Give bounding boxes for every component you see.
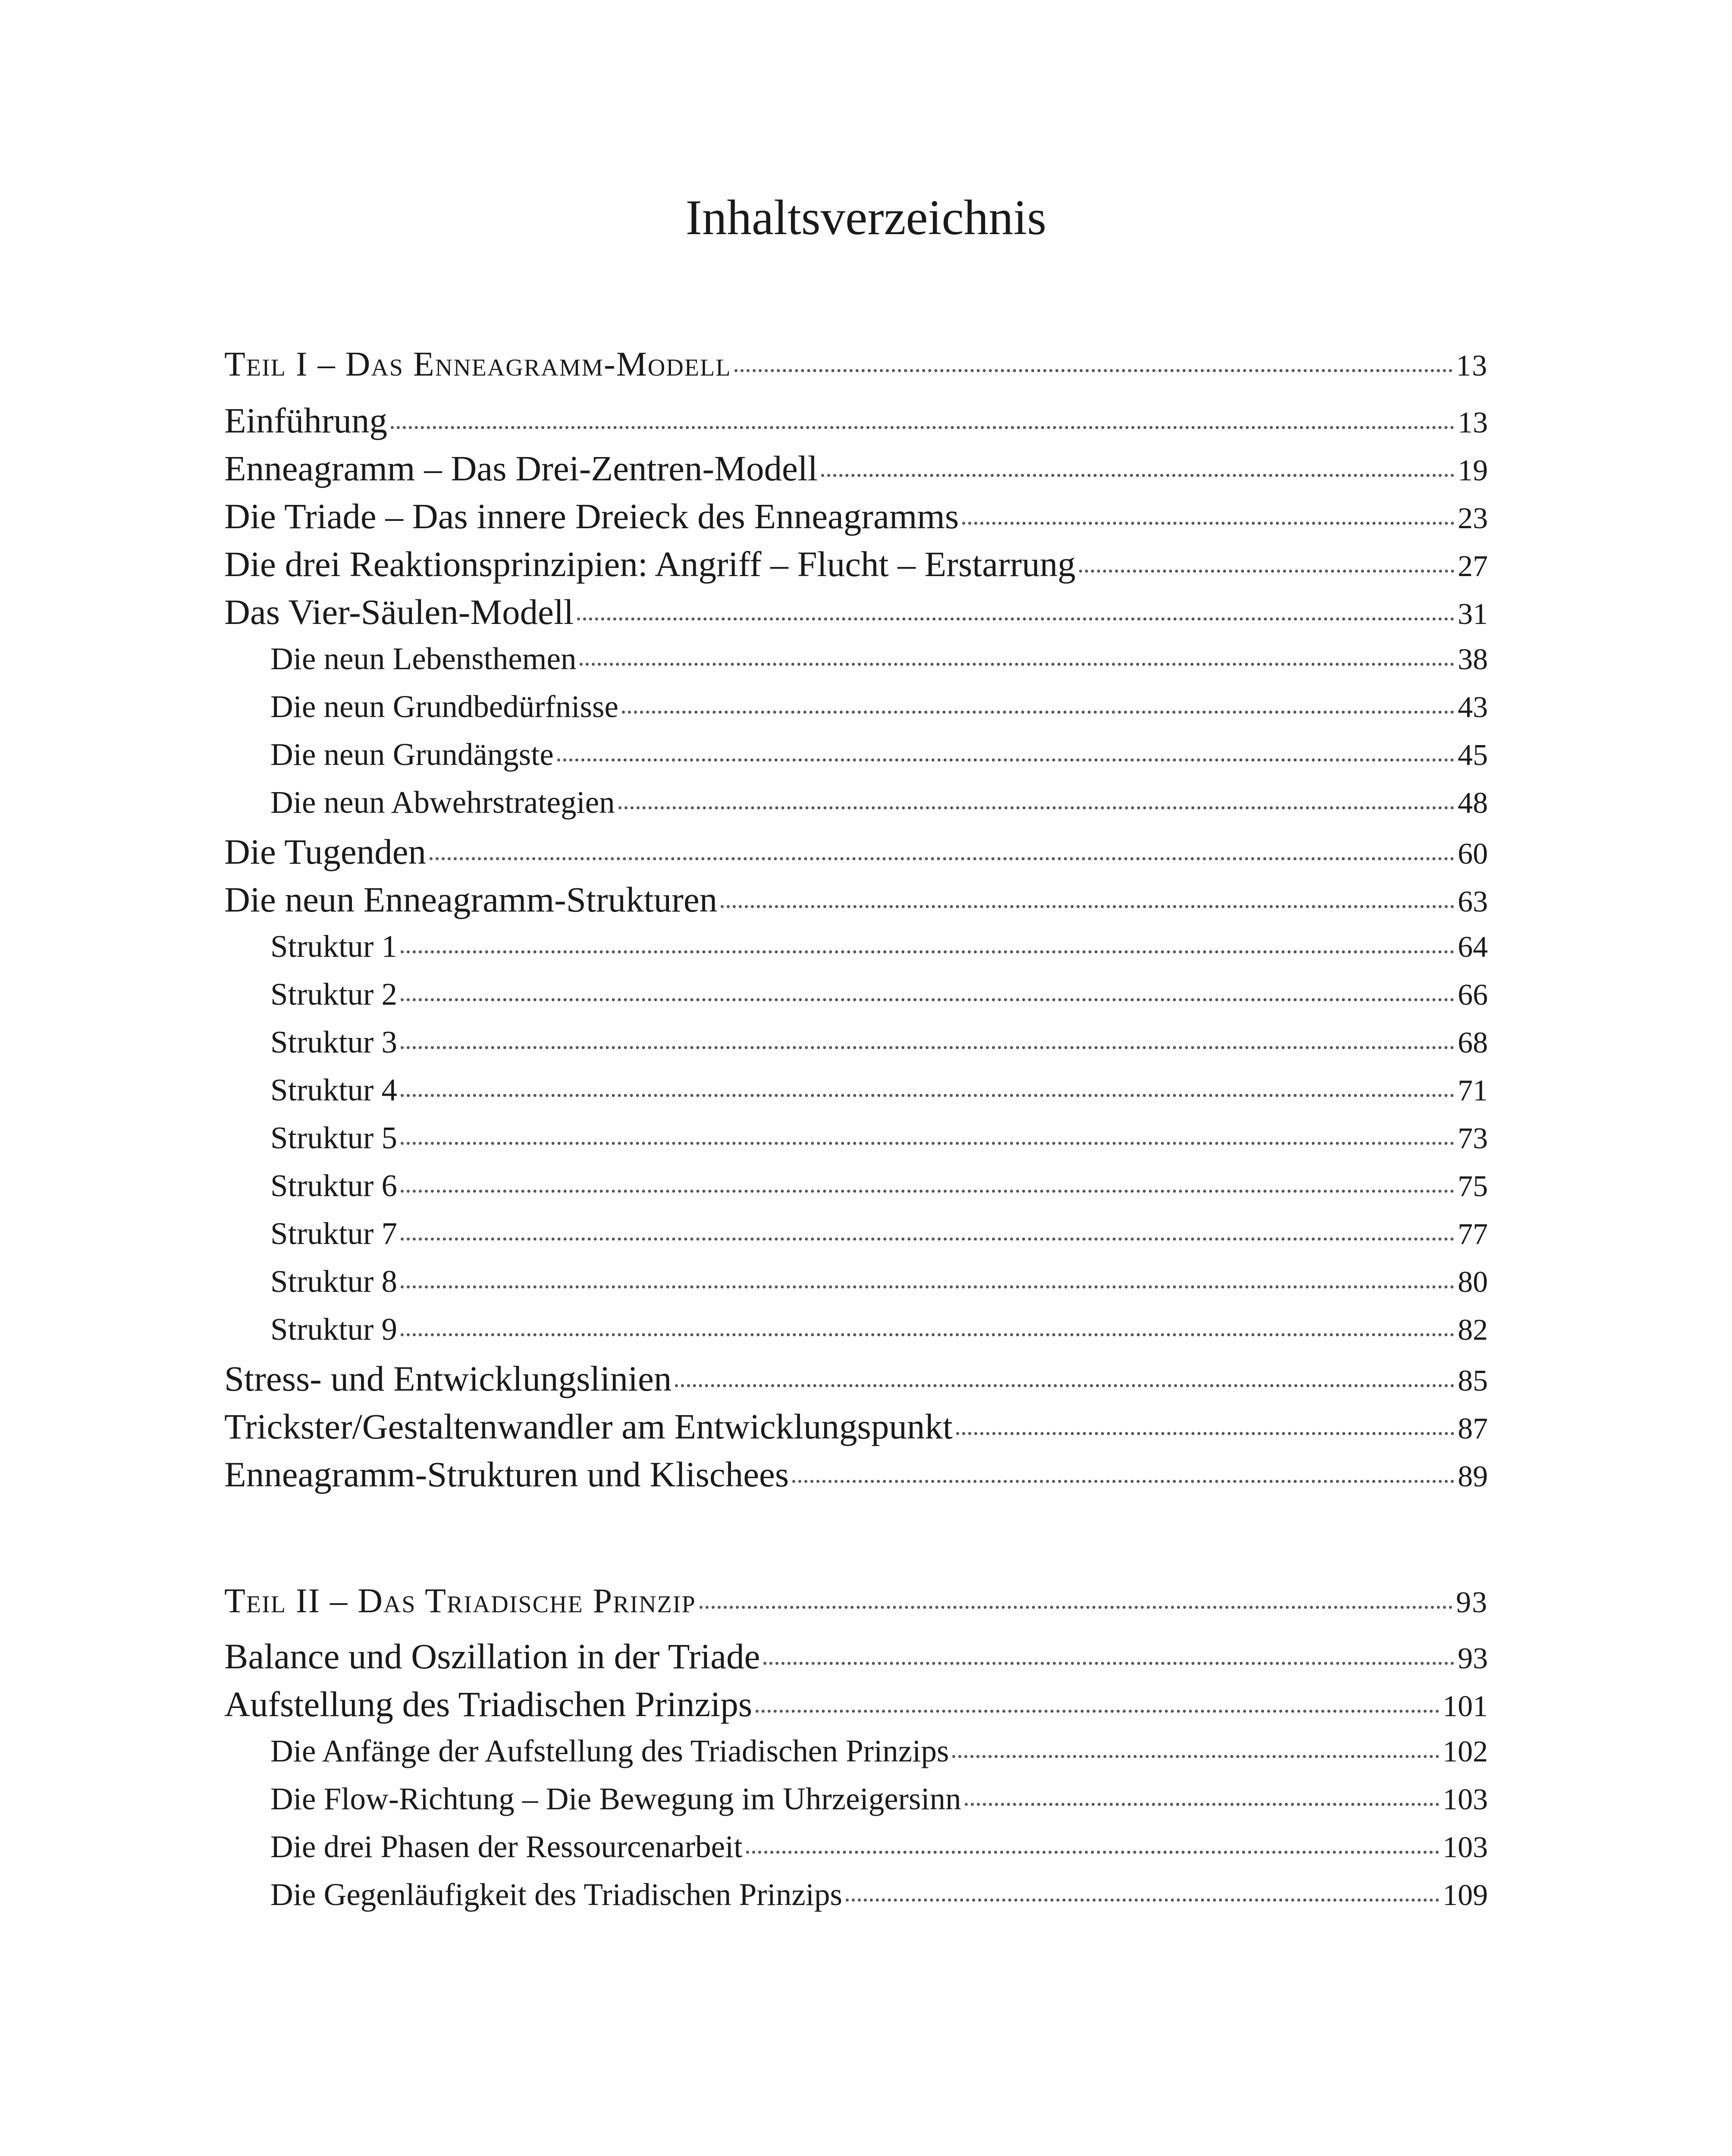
entry-title: Die Triade – Das innere Dreieck des Enneagramms — [224, 496, 959, 536]
dot-leader — [580, 663, 1454, 666]
dot-leader — [846, 1899, 1439, 1902]
entry-title: Die drei Reaktionsprinzipien: Angriff – Flucht – Erstarrung — [224, 544, 1076, 584]
dot-leader — [401, 1285, 1454, 1288]
page-number: 23 — [1458, 502, 1488, 535]
page-number: 80 — [1458, 1266, 1488, 1299]
dot-leader — [962, 522, 1454, 525]
dot-leader — [401, 1190, 1454, 1193]
page-number: 64 — [1458, 931, 1488, 964]
toc-subentry[interactable] — [224, 689, 1488, 725]
toc-entry[interactable] — [224, 1454, 1488, 1495]
page-number: 19 — [1458, 454, 1488, 487]
dot-leader — [821, 474, 1454, 477]
entry-title: Die neun Lebensthemen — [270, 641, 577, 676]
toc-subentry[interactable] — [224, 1072, 1488, 1108]
dot-leader — [401, 998, 1454, 1001]
toc-subentry[interactable] — [224, 641, 1488, 677]
dot-leader — [956, 1432, 1454, 1435]
toc-entry[interactable] — [224, 400, 1488, 441]
dot-leader — [700, 1606, 1453, 1609]
page-title: Inhaltsverzeichnis — [685, 190, 1047, 245]
dot-leader — [401, 1094, 1454, 1097]
dot-leader — [675, 1384, 1454, 1387]
toc-entry[interactable] — [224, 543, 1488, 585]
dot-leader — [734, 369, 1453, 372]
page-number: 66 — [1458, 978, 1488, 1012]
entry-title: Stress- und Entwicklungslinien — [224, 1359, 672, 1398]
page-number: 45 — [1458, 739, 1488, 772]
dot-leader — [622, 711, 1454, 714]
page-number: 71 — [1458, 1074, 1488, 1107]
entry-title: Struktur 4 — [270, 1072, 398, 1107]
toc-entry[interactable] — [224, 879, 1488, 920]
dot-leader — [763, 1662, 1454, 1665]
page-number: 87 — [1458, 1412, 1488, 1445]
page-number: 85 — [1458, 1364, 1488, 1398]
entry-title: Die neun Grundängste — [270, 737, 554, 772]
page-number: 103 — [1443, 1783, 1488, 1816]
entry-title: Struktur 2 — [270, 977, 398, 1012]
entry-title: Struktur 8 — [270, 1264, 398, 1299]
toc-entry[interactable] — [224, 831, 1488, 872]
dot-leader — [557, 758, 1454, 761]
toc-subentry[interactable] — [224, 1263, 1488, 1300]
part-title: Teil II – Das Triadische Prinzip — [224, 1582, 696, 1620]
entry-title: Die neun Grundbedürfnisse — [270, 689, 618, 724]
entry-title: Struktur 9 — [270, 1312, 398, 1347]
entry-title: Struktur 6 — [270, 1168, 398, 1203]
dot-leader — [401, 1333, 1454, 1336]
page-number: 63 — [1458, 885, 1488, 918]
entry-title: Aufstellung des Triadischen Prinzips — [224, 1684, 753, 1724]
toc-subentry[interactable] — [224, 1311, 1488, 1348]
page-number: 27 — [1458, 550, 1488, 583]
page-number: 38 — [1458, 643, 1488, 676]
toc-subentry[interactable] — [224, 1168, 1488, 1204]
page-number: 82 — [1458, 1313, 1488, 1347]
entry-title: Die Flow-Richtung – Die Bewegung im Uhrzeigersinn — [270, 1781, 961, 1816]
page-number: 109 — [1443, 1879, 1488, 1912]
page-number: 13 — [1456, 349, 1488, 382]
entry-title: Trickster/Gestaltenwandler am Entwicklungspunkt — [224, 1407, 953, 1446]
dot-leader — [721, 905, 1454, 908]
page-number: 93 — [1456, 1586, 1488, 1619]
dot-leader — [401, 1046, 1454, 1049]
part-heading-2[interactable] — [224, 1582, 1488, 1621]
dot-leader — [401, 950, 1454, 953]
toc-entry[interactable] — [224, 591, 1488, 633]
toc-subentry[interactable] — [224, 1733, 1488, 1769]
page-number: 13 — [1458, 406, 1488, 439]
page-number: 75 — [1458, 1170, 1488, 1203]
page-number: 101 — [1443, 1690, 1488, 1723]
dot-leader — [792, 1480, 1454, 1483]
page-number: 103 — [1443, 1831, 1488, 1864]
entry-title: Die Anfänge der Aufstellung des Triadischen Prinzips — [270, 1733, 949, 1768]
toc-subentry[interactable] — [224, 1877, 1488, 1913]
toc-entry[interactable] — [224, 1636, 1488, 1677]
toc-subentry[interactable] — [224, 1216, 1488, 1252]
toc-entry[interactable] — [224, 1406, 1488, 1447]
entry-title: Enneagramm-Strukturen und Klischees — [224, 1454, 789, 1494]
entry-title: Struktur 7 — [270, 1216, 398, 1251]
entry-title: Struktur 5 — [270, 1120, 398, 1155]
dot-leader — [952, 1755, 1439, 1758]
toc-subentry[interactable] — [224, 1829, 1488, 1865]
toc-subentry[interactable] — [224, 784, 1488, 821]
page-number: 60 — [1458, 837, 1488, 871]
page-number: 48 — [1458, 787, 1488, 820]
page-number: 89 — [1458, 1460, 1488, 1493]
entry-title: Die neun Enneagramm-Strukturen — [224, 880, 718, 919]
dot-leader — [618, 806, 1454, 809]
page-number: 102 — [1443, 1735, 1488, 1768]
part-title: Teil I – Das Enneagramm-Modell — [224, 345, 731, 383]
dot-leader — [391, 426, 1454, 429]
toc-subentry[interactable] — [224, 1781, 1488, 1817]
toc-subentry[interactable] — [224, 1120, 1488, 1156]
entry-title: Struktur 3 — [270, 1025, 398, 1059]
toc-subentry[interactable] — [224, 976, 1488, 1012]
dot-leader — [401, 1142, 1454, 1145]
entry-title: Die Tugenden — [224, 832, 427, 871]
entry-title: Einführung — [224, 401, 388, 440]
entry-title: Balance und Oszillation in der Triade — [224, 1636, 760, 1676]
toc-subentry[interactable] — [224, 1024, 1488, 1060]
page-number: 77 — [1458, 1218, 1488, 1251]
entry-title: Enneagramm – Das Drei-Zentren-Modell — [224, 448, 818, 488]
entry-title: Struktur 1 — [270, 929, 398, 964]
toc-subentry[interactable] — [224, 736, 1488, 773]
toc-entry[interactable] — [224, 495, 1488, 537]
dot-leader — [577, 617, 1454, 620]
entry-title: Die drei Phasen der Ressourcenarbeit — [270, 1829, 743, 1864]
dot-leader — [746, 1851, 1439, 1854]
entry-title: Die Gegenläufigkeit des Triadischen Prinzips — [270, 1877, 842, 1912]
page-number: 73 — [1458, 1122, 1488, 1155]
toc-subentry[interactable] — [224, 928, 1488, 965]
page-number: 31 — [1458, 598, 1488, 631]
dot-leader — [756, 1710, 1439, 1713]
dot-leader — [965, 1803, 1439, 1806]
dot-leader — [1079, 570, 1454, 573]
toc-entry[interactable] — [224, 1358, 1488, 1399]
entry-title: Die neun Abwehrstrategien — [270, 785, 615, 820]
page-number: 93 — [1458, 1642, 1488, 1675]
dot-leader — [401, 1238, 1454, 1241]
entry-title: Das Vier-Säulen-Modell — [224, 592, 574, 632]
toc-entry[interactable] — [224, 1683, 1488, 1725]
page-number: 43 — [1458, 691, 1488, 724]
toc-entry[interactable] — [224, 448, 1488, 489]
dot-leader — [430, 857, 1454, 860]
part-heading-1[interactable] — [224, 345, 1488, 384]
page-number: 68 — [1458, 1026, 1488, 1059]
